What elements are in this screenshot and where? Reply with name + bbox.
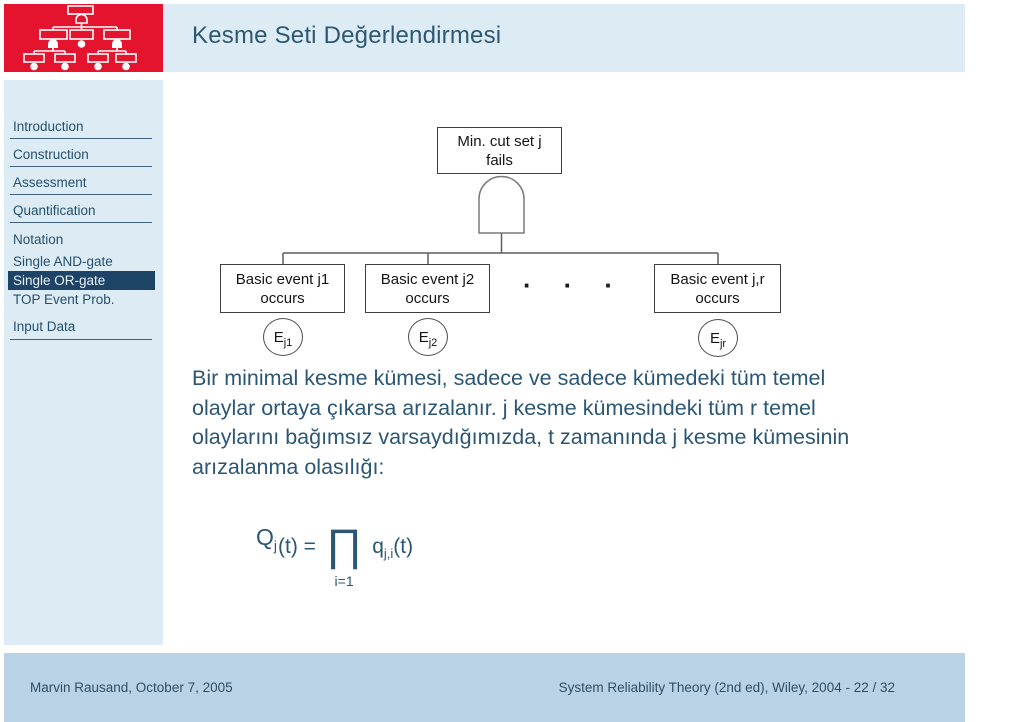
top-event-line1: Min. cut set j bbox=[457, 132, 542, 150]
sidebar-item-single-or-gate[interactable] bbox=[8, 271, 155, 290]
fault-tree-logo-graphic bbox=[4, 4, 163, 72]
event-symbol-ejr: $E_{jr}$ bbox=[709, 329, 727, 350]
sidebar-divider bbox=[10, 194, 152, 195]
event-symbol-ej1: $E_{j1}$ bbox=[273, 328, 293, 349]
sidebar-item-top-event-prob[interactable]: TOP Event Prob. bbox=[13, 292, 115, 307]
footer-bar bbox=[4, 653, 965, 722]
footer-reference-page: System Reliability Theory (2nd ed), Wiley, 2004 - 22 / 32 bbox=[558, 680, 895, 695]
sidebar-item-notation[interactable]: Notation bbox=[13, 232, 64, 247]
sidebar-item-single-and-gate[interactable]: Single AND-gate bbox=[13, 254, 113, 269]
event-symbol-ej2: $E_{j2}$ bbox=[418, 328, 438, 349]
product-symbol: ∏ bbox=[325, 521, 363, 570]
header-band bbox=[163, 4, 965, 72]
top-event-line2: fails bbox=[486, 151, 513, 169]
paragraph-line: olaylar ortaya çıkarsa arızalanır. j kesme kümesindeki tüm r temel bbox=[192, 395, 816, 420]
probability-formula bbox=[256, 521, 414, 589]
basic-event-box-j2 bbox=[365, 264, 490, 313]
paragraph-line: arızalanma olasılığı: bbox=[192, 454, 385, 479]
sidebar-item-single-or-gate-label: Single OR-gate bbox=[13, 273, 106, 288]
basic-event-j2-line1: Basic event j2 bbox=[380, 270, 475, 288]
footer-author-date: Marvin Rausand, October 7, 2005 bbox=[30, 680, 233, 695]
sidebar-nav bbox=[4, 80, 163, 645]
ellipsis-dots: ··· bbox=[523, 270, 645, 300]
sidebar-item-input-data[interactable]: Input Data bbox=[13, 319, 76, 334]
product-operator bbox=[325, 521, 363, 589]
page-title: Kesme Seti Değerlendirmesi bbox=[192, 22, 502, 49]
basic-event-j1-line2: occurs bbox=[260, 289, 305, 307]
formula-lhs-arg: (t) = bbox=[278, 535, 316, 558]
formula-lhs: $Q_j$ bbox=[256, 524, 278, 554]
sidebar-divider bbox=[10, 222, 152, 223]
sidebar-item-assessment[interactable]: Assessment bbox=[13, 175, 87, 190]
event-circle-ej1 bbox=[263, 318, 303, 356]
paragraph-line: Bir minimal kesme kümesi, sadece ve sadece kümedeki tüm temel bbox=[192, 366, 826, 390]
basic-event-box-jr bbox=[654, 264, 781, 313]
sidebar-divider bbox=[10, 166, 152, 167]
fault-tree-logo bbox=[4, 4, 163, 72]
event-circle-ej2 bbox=[408, 318, 448, 356]
sidebar-item-introduction[interactable]: Introduction bbox=[13, 119, 84, 134]
basic-event-jr-line1: Basic event j,r bbox=[670, 270, 765, 288]
event-circle-ejr bbox=[698, 319, 738, 357]
formula-rhs: $q_{j,i}(t)$ bbox=[372, 535, 414, 562]
top-event-box bbox=[437, 127, 562, 174]
sidebar-item-construction[interactable]: Construction bbox=[13, 147, 89, 162]
paragraph-line: olaylarını bağımsız varsaydığımızda, t zamanında j kesme kümesinin bbox=[192, 425, 850, 449]
sidebar-divider bbox=[10, 138, 152, 139]
sidebar-divider bbox=[10, 339, 152, 340]
sidebar-item-quantification[interactable]: Quantification bbox=[13, 203, 96, 218]
product-lower-limit: i=1 bbox=[334, 573, 354, 589]
basic-event-box-j1 bbox=[220, 264, 345, 313]
basic-event-j1-line1: Basic event j1 bbox=[235, 270, 330, 288]
and-gate-shape bbox=[479, 177, 524, 234]
body-paragraph bbox=[192, 364, 972, 482]
basic-event-j2-line2: occurs bbox=[405, 289, 450, 307]
basic-event-jr-line2: occurs bbox=[695, 289, 740, 307]
